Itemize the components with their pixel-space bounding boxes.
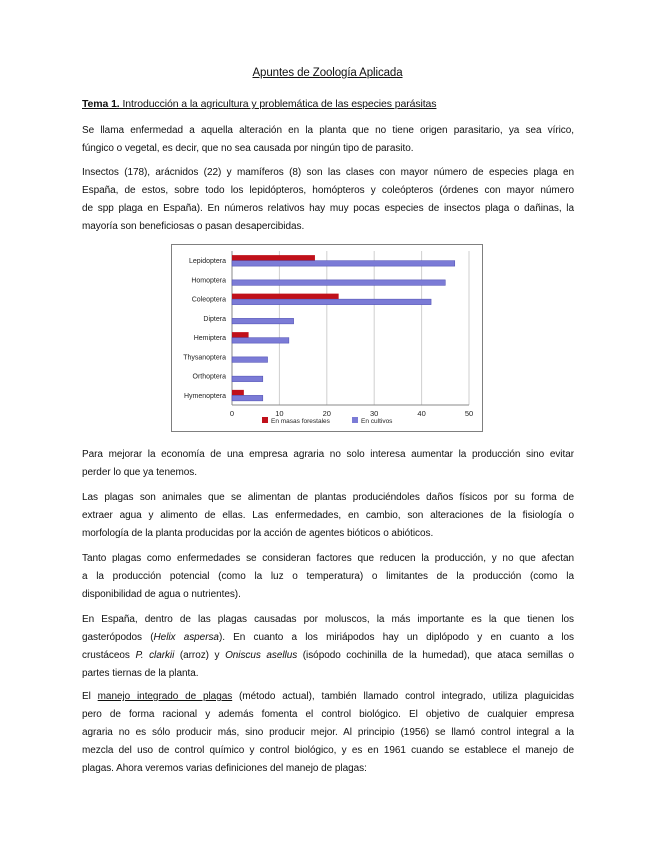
text-line: En España, dentro de las plagas causadas por moluscos, la más importante es la que tienen los: [82, 614, 574, 625]
paragraph-enfermedad: [82, 122, 574, 158]
text-segment: gasterópodos (: [82, 632, 154, 643]
species-name: P. clarkii: [135, 650, 175, 661]
text-segment: crustáceos: [82, 650, 136, 661]
category-label: Orthoptera: [192, 373, 226, 381]
text-line: [82, 629, 574, 647]
bar-chart: [171, 244, 483, 432]
paragraph-economia: [82, 446, 574, 482]
text-line: Se llama enfermedad a aquella alteración en la planta que no tiene origen parasitario, ya sea vírico,: [82, 125, 574, 136]
bar-forest: [232, 332, 249, 338]
paragraph-manejo-integrado: [82, 688, 574, 778]
bar-crop: [232, 299, 431, 305]
text-line: Tanto plagas como enfermedades se consideran factores que reducen la producción, y no que afectan: [82, 553, 574, 564]
x-tick-label: 50: [464, 409, 474, 418]
heading-text: Introducción a la agricultura y problemática de las especies parásitas: [119, 98, 437, 110]
text-segment: El: [82, 691, 98, 702]
underlined-term: manejo integrado de plagas: [97, 691, 233, 702]
paragraph-especies: [82, 164, 574, 236]
category-label: Lepidoptera: [189, 258, 226, 266]
legend-label-crops: En cultivos: [361, 418, 393, 425]
text-line: a la producción potencial (como la luz o temperatura) o limitantes de la producción (como la: [82, 571, 574, 582]
text-segment: (método actual), también llamado control integrado, utiliza plaguicidas: [232, 691, 574, 702]
text-segment: ). En cuanto a los miriápodos hay un diplópodo y en cuanto a los: [218, 632, 575, 643]
bar-crop: [232, 376, 263, 382]
x-tick-label: 20: [322, 409, 331, 418]
text-line: agraria no es sólo producir más, sino producir mejor. Al principio (1956) se llamó control integral a la: [82, 727, 574, 738]
species-name: Helix aspersa: [153, 632, 219, 643]
bar-forest: [232, 390, 244, 396]
category-label: Homoptera: [191, 277, 226, 285]
text-line: extraer agua y alimento de ellas. Las enfermedades, en cambio, son alteraciones de la fisiología o: [82, 510, 574, 521]
text-line: plagas. Ahora veremos varias definiciones del manejo de plagas:: [82, 763, 367, 774]
bar-chart-svg: [172, 245, 482, 431]
species-name: Oniscus asellus: [225, 650, 298, 661]
text-line: de spp plaga en España). En números relativos hay muy pocas especies de insectos plaga o dañinas, la: [82, 203, 574, 214]
text-line: España, de estos, sobre todo los lepidópteros, homópteros y coleópteros (órdenes con mayor número: [82, 185, 574, 196]
text-line: [82, 647, 574, 665]
x-tick-label: 40: [417, 409, 426, 418]
text-line: pero de forma racional y además fomenta el control biológico. El objetivo de cualquier empresa: [82, 709, 574, 720]
text-line: Las plagas son animales que se alimentan de plantas produciéndoles daños físicos por su forma de: [82, 492, 574, 503]
paragraph-plagas: [82, 489, 574, 543]
bar-forest: [232, 255, 315, 261]
category-label: Thysanoptera: [183, 354, 226, 362]
text-segment: (isópodo cochinilla de la humedad), que ataca semillas o: [297, 650, 575, 661]
text-line: disponibilidad de agua o nutrientes).: [82, 589, 241, 600]
text-line: mezcla del uso de control químico y control biológico, y es en 1961 cuando se establece el manejo de: [82, 745, 574, 756]
text-line: fúngico o vegetal, es decir, que no sea causada por ningún tipo de parasito.: [82, 143, 414, 154]
text-line: [82, 688, 574, 706]
text-line: partes tiernas de la planta.: [82, 668, 199, 679]
document-title: Apuntes de Zoología Aplicada: [252, 67, 403, 79]
text-segment: (arroz) y: [174, 650, 226, 661]
heading-number: Tema 1.: [82, 98, 120, 110]
category-label: Diptera: [203, 315, 226, 323]
text-line: perder lo que ya tenemos.: [82, 467, 197, 478]
text-line: mayoría son beneficiosas o pasan desapercibidas.: [82, 221, 305, 232]
bar-crop: [232, 318, 294, 324]
section-heading: [82, 98, 436, 110]
bar-crop: [232, 261, 455, 267]
paragraph-moluscos: [82, 611, 574, 683]
x-tick-label: 10: [275, 409, 284, 418]
text-line: Para mejorar la economía de una empresa agraria no solo interesa aumentar la producción sino evitar: [82, 449, 574, 460]
category-label: Hymenoptera: [183, 392, 226, 400]
text-line: morfología de la planta producidas por la acción de agentes bióticos o abióticos.: [82, 528, 434, 539]
category-label: Hemiptera: [193, 335, 226, 343]
x-tick-label: 30: [370, 409, 379, 418]
bar-crop: [232, 357, 268, 363]
bar-forest: [232, 294, 339, 300]
bar-crop: [232, 338, 289, 344]
legend-swatch-crops: [352, 417, 358, 423]
paragraph-produccion: [82, 550, 574, 604]
x-tick-label: 0: [229, 409, 235, 418]
bar-crop: [232, 280, 445, 286]
legend-swatch-forest: [262, 417, 268, 423]
text-line: Insectos (178), arácnidos (22) y mamíferos (8) son las clases con mayor número de especies plaga en: [82, 167, 574, 178]
category-label: Coleoptera: [191, 296, 226, 304]
bar-crop: [232, 395, 263, 401]
legend-label-forest: En masas forestales: [271, 418, 330, 425]
